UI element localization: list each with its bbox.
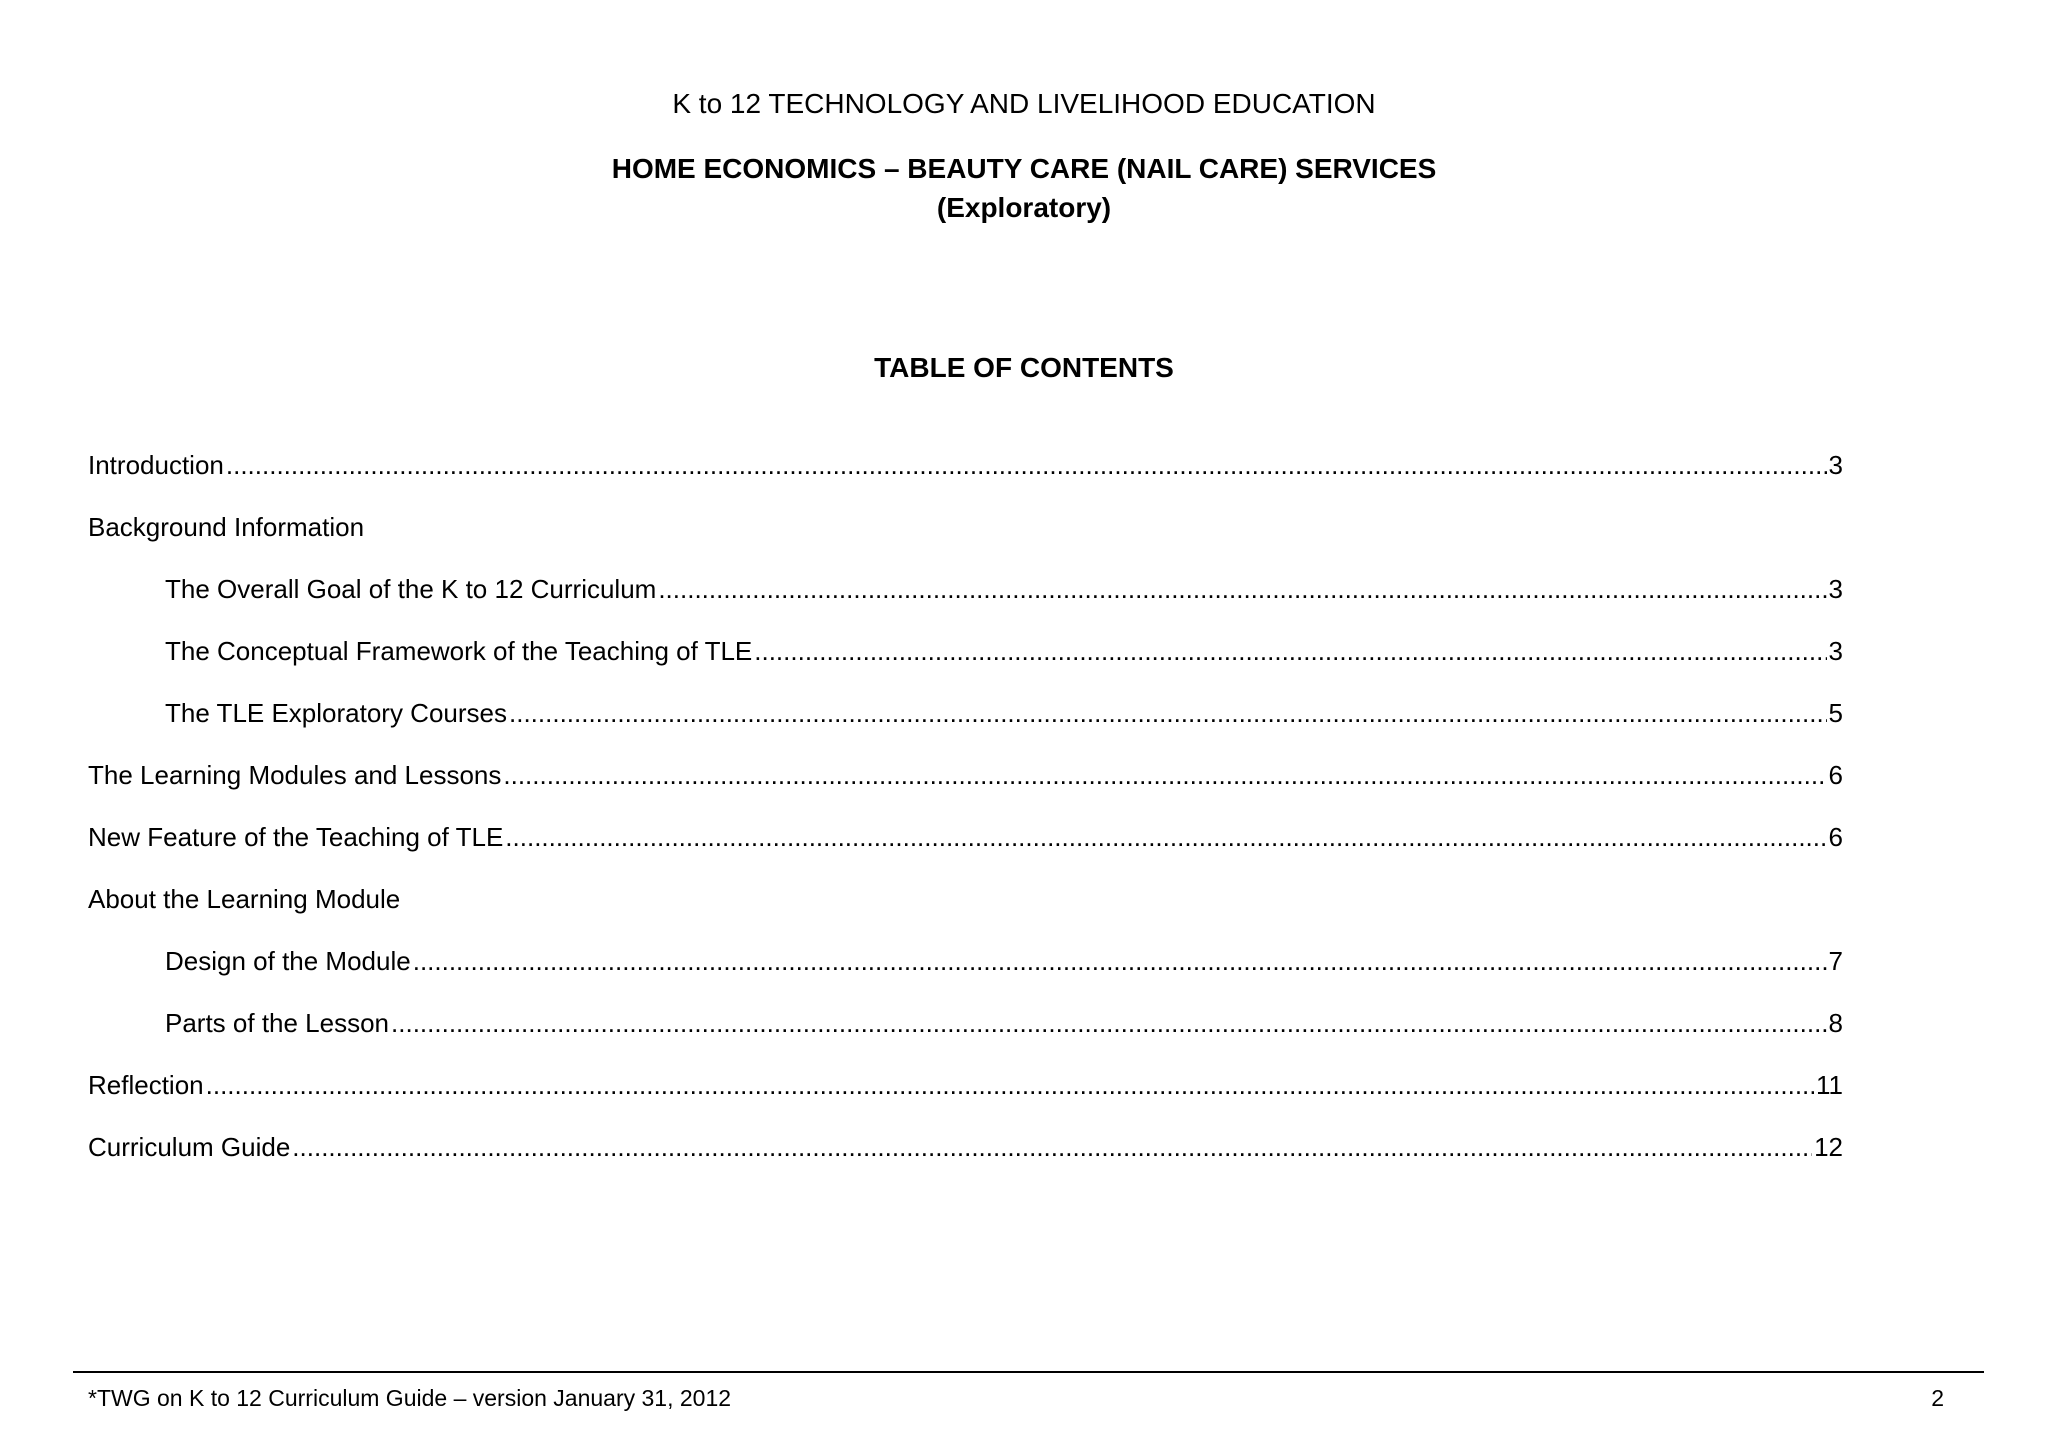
toc-entry-label: The Overall Goal of the K to 12 Curriculum xyxy=(165,574,657,604)
toc-entry-page: 3 xyxy=(1828,450,1843,480)
footer-divider xyxy=(73,1371,1984,1373)
toc-entry-label: The Conceptual Framework of the Teaching of TLE xyxy=(165,636,753,666)
toc-entry-curriculum-guide[interactable] xyxy=(88,1130,1843,1192)
toc-leader-dots xyxy=(226,448,1827,482)
toc-leader-dots xyxy=(754,634,1826,668)
toc-leader-dots xyxy=(391,1006,1827,1040)
toc-entry-page: 6 xyxy=(1828,822,1843,852)
document-subject-line: K to 12 TECHNOLOGY AND LIVELIHOOD EDUCATION xyxy=(672,88,1376,119)
toc-entry-label: Design of the Module xyxy=(165,946,411,976)
toc-leader-dots xyxy=(658,572,1826,606)
toc-entry-label: New Feature of the Teaching of TLE xyxy=(88,822,504,852)
toc-entry-introduction[interactable] xyxy=(88,448,1843,510)
toc-entry-page: 11 xyxy=(1816,1070,1843,1100)
toc-entry-page: 7 xyxy=(1828,946,1843,976)
toc-entry-label: Background Information xyxy=(88,512,365,542)
toc-entry-exploratory-courses[interactable] xyxy=(88,696,1843,758)
toc-entry-conceptual-framework[interactable] xyxy=(88,634,1843,696)
toc-leader-dots xyxy=(503,758,1826,792)
toc-entry-label: About the Learning Module xyxy=(88,884,401,914)
toc-entry-background-information[interactable] xyxy=(88,510,1843,572)
toc-entry-learning-modules[interactable] xyxy=(88,758,1843,820)
toc-leader-dots xyxy=(292,1130,1812,1164)
toc-entry-label: Introduction xyxy=(88,450,224,480)
toc-leader-dots xyxy=(509,696,1827,730)
toc-entry-parts-of-lesson[interactable] xyxy=(88,1006,1843,1068)
toc-entry-design-of-module[interactable] xyxy=(88,944,1843,1006)
toc-entry-label: The Learning Modules and Lessons xyxy=(88,760,502,790)
toc-entry-label: Curriculum Guide xyxy=(88,1132,291,1162)
toc-entry-page: 12 xyxy=(1814,1132,1843,1162)
footer-note: *TWG on K to 12 Curriculum Guide – version January 31, 2012 xyxy=(88,1385,732,1411)
toc-entry-page: 5 xyxy=(1828,698,1843,728)
toc-leader-dots xyxy=(505,820,1826,854)
toc-entry-page: 6 xyxy=(1828,760,1843,790)
toc-entry-reflection[interactable] xyxy=(88,1068,1843,1130)
toc-entry-overall-goal[interactable] xyxy=(88,572,1843,634)
toc-entry-page: 8 xyxy=(1828,1008,1843,1038)
toc-entry-label: Reflection xyxy=(88,1070,204,1100)
toc-heading: TABLE OF CONTENTS xyxy=(874,352,1174,383)
toc-entry-new-feature[interactable] xyxy=(88,820,1843,882)
toc-entry-page: 3 xyxy=(1828,636,1843,666)
toc-list xyxy=(88,448,1843,1192)
footer-page-number: 2 xyxy=(1931,1385,1944,1411)
course-type: (Exploratory) xyxy=(936,192,1112,223)
toc-entry-about-learning-module[interactable] xyxy=(88,882,1843,944)
toc-leader-dots xyxy=(206,1068,1814,1102)
toc-entry-label: The TLE Exploratory Courses xyxy=(165,698,507,728)
course-title: HOME ECONOMICS – BEAUTY CARE (NAIL CARE) SERVICES xyxy=(611,153,1437,184)
toc-entry-label: Parts of the Lesson xyxy=(165,1008,390,1038)
toc-leader-dots xyxy=(413,944,1827,978)
toc-entry-page: 3 xyxy=(1828,574,1843,604)
